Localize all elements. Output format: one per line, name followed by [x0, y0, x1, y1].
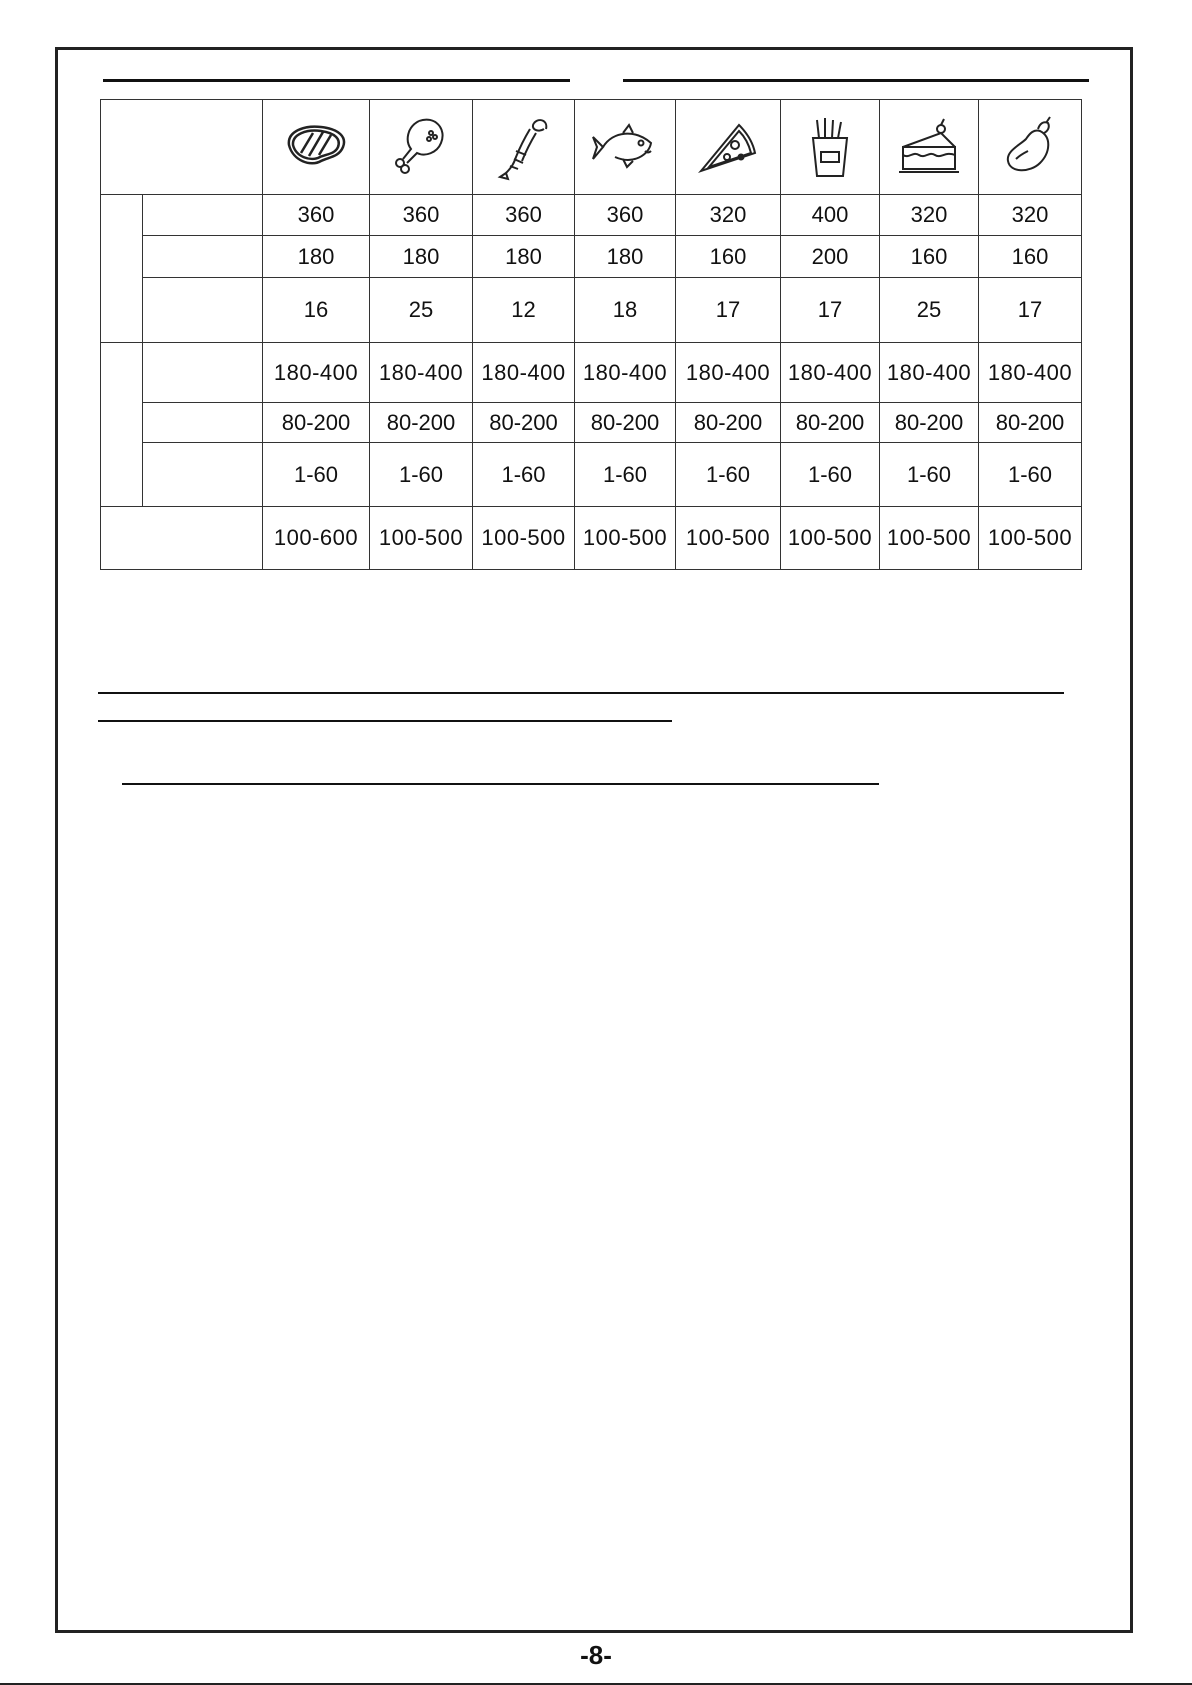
table-cell: 360	[263, 195, 370, 236]
table-cell: 180-400	[575, 343, 676, 403]
table-cell: 100-500	[575, 507, 676, 570]
table-row	[101, 507, 1082, 570]
table-row	[101, 195, 1082, 236]
table-cell: 80-200	[263, 403, 370, 443]
table-cell: 180	[370, 236, 473, 278]
row-label-cell	[143, 278, 263, 343]
text-rule	[122, 783, 879, 785]
table-cell: 80-200	[473, 403, 575, 443]
table-cell: 80-200	[676, 403, 781, 443]
row-label-cell	[143, 443, 263, 507]
table-cell: 100-500	[979, 507, 1082, 570]
table-cell: 25	[370, 278, 473, 343]
table-cell: 180	[575, 236, 676, 278]
table-cell: 180-400	[263, 343, 370, 403]
table-cell: 12	[473, 278, 575, 343]
table-cell: 80-200	[979, 403, 1082, 443]
table-cell: 320	[979, 195, 1082, 236]
table-cell: 80-200	[880, 403, 979, 443]
table-cell: 1-60	[979, 443, 1082, 507]
chicken-leg-icon	[370, 100, 473, 195]
table-cell: 180-400	[880, 343, 979, 403]
table-cell: 18	[575, 278, 676, 343]
table-cell: 180-400	[676, 343, 781, 403]
table-cell: 100-600	[263, 507, 370, 570]
row-label-cell	[143, 343, 263, 403]
table-cell: 100-500	[676, 507, 781, 570]
table-cell: 1-60	[263, 443, 370, 507]
table-cell: 400	[781, 195, 880, 236]
fish-icon	[575, 100, 676, 195]
table-row	[101, 443, 1082, 507]
table-cell: 160	[880, 236, 979, 278]
table-cell: 360	[370, 195, 473, 236]
table-cell: 160	[979, 236, 1082, 278]
table-cell: 180-400	[473, 343, 575, 403]
table-cell: 1-60	[676, 443, 781, 507]
row-label-cell	[143, 236, 263, 278]
table-cell: 17	[979, 278, 1082, 343]
heading-rule-right	[623, 79, 1089, 82]
pizza-icon	[676, 100, 781, 195]
table-cell: 320	[880, 195, 979, 236]
group-label-cell	[101, 343, 143, 507]
table-cell: 360	[575, 195, 676, 236]
table-cell: 100-500	[781, 507, 880, 570]
page-number: -8-	[580, 1640, 612, 1670]
table-cell: 180-400	[370, 343, 473, 403]
table-cell: 180	[473, 236, 575, 278]
steak-icon	[263, 100, 370, 195]
row-label-cell	[101, 507, 263, 570]
text-rule	[98, 720, 672, 722]
eggplant-icon	[979, 100, 1082, 195]
table-header-row	[101, 100, 1082, 195]
table-cell: 320	[676, 195, 781, 236]
shrimp-icon	[473, 100, 575, 195]
group-label-cell	[101, 195, 143, 343]
table-cell: 1-60	[880, 443, 979, 507]
table-cell: 180	[263, 236, 370, 278]
table-cell: 100-500	[370, 507, 473, 570]
table-cell: 180-400	[979, 343, 1082, 403]
row-label-cell	[143, 195, 263, 236]
row-label-cell	[143, 403, 263, 443]
header-label-cell	[101, 100, 263, 195]
table-cell: 17	[676, 278, 781, 343]
table-cell: 200	[781, 236, 880, 278]
table-cell: 1-60	[370, 443, 473, 507]
text-rule	[98, 692, 1064, 694]
cooking-program-table	[100, 99, 1082, 570]
table-row	[101, 278, 1082, 343]
fries-icon	[781, 100, 880, 195]
table-cell: 80-200	[575, 403, 676, 443]
table-cell: 100-500	[473, 507, 575, 570]
table-cell: 80-200	[781, 403, 880, 443]
table-row	[101, 236, 1082, 278]
table-cell: 16	[263, 278, 370, 343]
table-cell: 17	[781, 278, 880, 343]
table-cell: 160	[676, 236, 781, 278]
table-cell: 80-200	[370, 403, 473, 443]
table-cell: 100-500	[880, 507, 979, 570]
table-row	[101, 403, 1082, 443]
table-cell: 1-60	[473, 443, 575, 507]
table-cell: 180-400	[781, 343, 880, 403]
table-row	[101, 343, 1082, 403]
cake-icon	[880, 100, 979, 195]
table-cell: 1-60	[781, 443, 880, 507]
table-cell: 25	[880, 278, 979, 343]
table-cell: 360	[473, 195, 575, 236]
table-cell: 1-60	[575, 443, 676, 507]
heading-rule-left	[103, 79, 570, 82]
